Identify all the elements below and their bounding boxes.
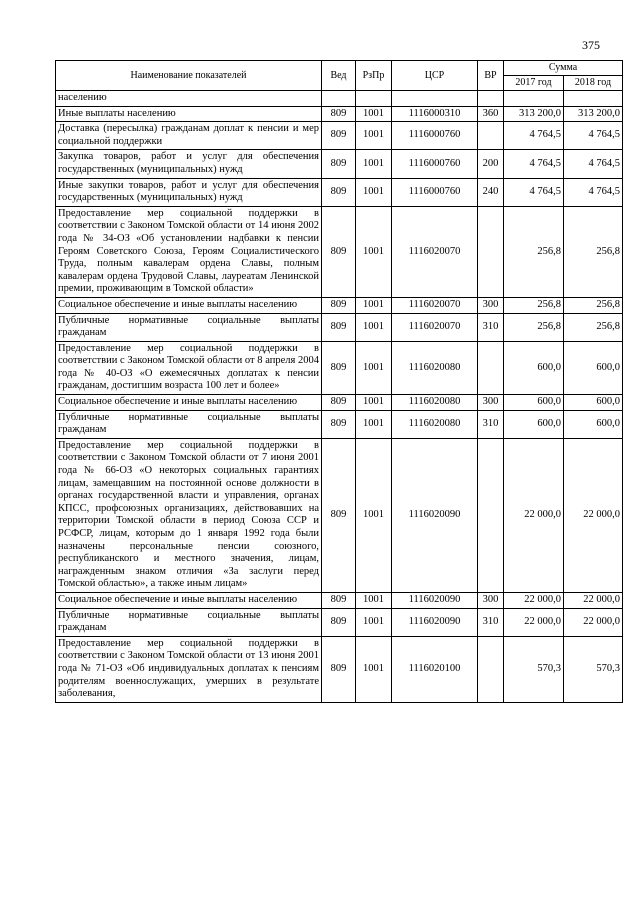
cell-vr — [478, 206, 504, 297]
header-sum: Сумма — [504, 61, 623, 76]
cell-y2017: 4 764,5 — [504, 178, 564, 206]
header-name: Наименование показателей — [56, 61, 322, 91]
table-row — [56, 438, 623, 592]
cell-rzpr: 1001 — [356, 313, 392, 341]
header-2017: 2017 год — [504, 76, 564, 91]
table-row — [56, 91, 623, 107]
cell-name: Социальное обеспечение и иные выплаты населению — [56, 395, 322, 411]
cell-ved: 809 — [322, 122, 356, 150]
cell-vr — [478, 636, 504, 702]
table-row — [56, 592, 623, 608]
cell-rzpr: 1001 — [356, 395, 392, 411]
cell-y2017: 256,8 — [504, 297, 564, 313]
cell-name: Предоставление мер социальной поддержки в соответствии с Законом Томской области от 13 июня 2001 года № 71-ОЗ «Об индивидуальных доплатах к пенсиям родителям военнослужащих, умерших в результате заболевания, — [56, 636, 322, 702]
cell-y2017: 600,0 — [504, 410, 564, 438]
table-row — [56, 410, 623, 438]
cell-name: Закупка товаров, работ и услуг для обеспечения государственных (муниципальных) нужд — [56, 150, 322, 178]
cell-rzpr: 1001 — [356, 608, 392, 636]
cell-y2018 — [564, 91, 623, 107]
page-number: 375 — [582, 38, 600, 52]
cell-ved: 809 — [322, 608, 356, 636]
cell-rzpr: 1001 — [356, 438, 392, 592]
table-row — [56, 178, 623, 206]
cell-vr: 200 — [478, 150, 504, 178]
cell-vr: 240 — [478, 178, 504, 206]
cell-name: Социальное обеспечение и иные выплаты населению — [56, 592, 322, 608]
cell-name: Иные закупки товаров, работ и услуг для обеспечения государственных (муниципальных) нужд — [56, 178, 322, 206]
cell-vr — [478, 91, 504, 107]
cell-y2017: 4 764,5 — [504, 122, 564, 150]
cell-rzpr: 1001 — [356, 178, 392, 206]
cell-vr: 310 — [478, 313, 504, 341]
cell-vr — [478, 341, 504, 394]
cell-y2017: 256,8 — [504, 206, 564, 297]
cell-rzpr: 1001 — [356, 410, 392, 438]
cell-csr: 1116020080 — [392, 410, 478, 438]
cell-name: Публичные нормативные социальные выплаты гражданам — [56, 313, 322, 341]
cell-rzpr: 1001 — [356, 341, 392, 394]
cell-ved: 809 — [322, 592, 356, 608]
cell-ved: 809 — [322, 341, 356, 394]
cell-csr: 1116000760 — [392, 178, 478, 206]
cell-y2017: 22 000,0 — [504, 608, 564, 636]
cell-csr: 1116020080 — [392, 341, 478, 394]
cell-y2017: 570,3 — [504, 636, 564, 702]
cell-y2017: 22 000,0 — [504, 438, 564, 592]
cell-ved: 809 — [322, 178, 356, 206]
cell-vr: 300 — [478, 297, 504, 313]
table-row — [56, 313, 623, 341]
cell-name: населению — [56, 91, 322, 107]
cell-vr: 300 — [478, 395, 504, 411]
cell-ved: 809 — [322, 150, 356, 178]
cell-csr: 1116020090 — [392, 592, 478, 608]
cell-name: Публичные нормативные социальные выплаты гражданам — [56, 608, 322, 636]
header-rzpr: РзПр — [356, 61, 392, 91]
cell-y2018: 600,0 — [564, 395, 623, 411]
cell-name: Предоставление мер социальной поддержки в соответствии с Законом Томской области от 7 июня 2001 года № 66-ОЗ «О некоторых социальных гарантиях лицам, замещавшим на постоянной основе должности в органах государственной власти и управления, органах КПСС, профсоюзных организациях, действовавших на территории Томской области в период Союза ССР и РСФСР, лицам, которым до 1 января 1992 года были назначены персональные пенсии союзного, республиканского и местного значения, лицам, награжденным знаком отличия «За заслуги перед Томской областью», а также иным лицам» — [56, 438, 322, 592]
cell-ved: 809 — [322, 410, 356, 438]
cell-y2017: 600,0 — [504, 395, 564, 411]
cell-y2017 — [504, 91, 564, 107]
cell-name: Предоставление мер социальной поддержки в соответствии с Законом Томской области от 14 июня 2002 года № 34-ОЗ «Об установлении надбавки к пенсии Героям Советского Союза, Героям Социалистического Труда, полным кавалерам ордена Славы, полным кавалерам ордена Трудовой Славы, лауреатам Ленинской премии, проживающим в Томской области» — [56, 206, 322, 297]
table-row — [56, 297, 623, 313]
cell-vr: 360 — [478, 106, 504, 122]
cell-y2018: 600,0 — [564, 410, 623, 438]
cell-rzpr: 1001 — [356, 106, 392, 122]
cell-y2018: 22 000,0 — [564, 592, 623, 608]
cell-csr: 1116020070 — [392, 206, 478, 297]
cell-y2017: 4 764,5 — [504, 150, 564, 178]
cell-rzpr — [356, 91, 392, 107]
cell-rzpr: 1001 — [356, 297, 392, 313]
cell-csr — [392, 91, 478, 107]
cell-csr: 1116000760 — [392, 122, 478, 150]
table-row — [56, 636, 623, 702]
cell-name: Публичные нормативные социальные выплаты гражданам — [56, 410, 322, 438]
table-row — [56, 395, 623, 411]
cell-y2018: 600,0 — [564, 341, 623, 394]
cell-rzpr: 1001 — [356, 122, 392, 150]
table-row — [56, 608, 623, 636]
cell-y2018: 570,3 — [564, 636, 623, 702]
cell-y2018: 4 764,5 — [564, 122, 623, 150]
cell-y2018: 256,8 — [564, 313, 623, 341]
cell-rzpr: 1001 — [356, 206, 392, 297]
cell-csr: 1116020080 — [392, 395, 478, 411]
cell-rzpr: 1001 — [356, 636, 392, 702]
table-row — [56, 206, 623, 297]
cell-name: Доставка (пересылка) гражданам доплат к пенсии и мер социальной поддержки — [56, 122, 322, 150]
cell-csr: 1116020070 — [392, 313, 478, 341]
cell-csr: 1116020100 — [392, 636, 478, 702]
cell-rzpr: 1001 — [356, 150, 392, 178]
cell-vr: 310 — [478, 410, 504, 438]
cell-ved: 809 — [322, 313, 356, 341]
cell-rzpr: 1001 — [356, 592, 392, 608]
cell-name: Социальное обеспечение и иные выплаты населению — [56, 297, 322, 313]
cell-y2018: 256,8 — [564, 206, 623, 297]
cell-csr: 1116020070 — [392, 297, 478, 313]
cell-vr — [478, 122, 504, 150]
cell-y2018: 313 200,0 — [564, 106, 623, 122]
cell-ved: 809 — [322, 297, 356, 313]
cell-y2018: 22 000,0 — [564, 608, 623, 636]
cell-y2017: 256,8 — [504, 313, 564, 341]
cell-csr: 1116020090 — [392, 438, 478, 592]
cell-ved: 809 — [322, 636, 356, 702]
cell-ved: 809 — [322, 206, 356, 297]
table-row — [56, 106, 623, 122]
cell-y2018: 4 764,5 — [564, 150, 623, 178]
cell-y2017: 313 200,0 — [504, 106, 564, 122]
header-2018: 2018 год — [564, 76, 623, 91]
cell-vr: 310 — [478, 608, 504, 636]
cell-ved: 809 — [322, 106, 356, 122]
cell-y2018: 22 000,0 — [564, 438, 623, 592]
cell-csr: 1116000310 — [392, 106, 478, 122]
cell-vr: 300 — [478, 592, 504, 608]
cell-csr: 1116020090 — [392, 608, 478, 636]
cell-ved — [322, 91, 356, 107]
cell-ved: 809 — [322, 438, 356, 592]
cell-ved: 809 — [322, 395, 356, 411]
header-csr: ЦСР — [392, 61, 478, 91]
cell-csr: 1116000760 — [392, 150, 478, 178]
table-row — [56, 122, 623, 150]
cell-y2018: 256,8 — [564, 297, 623, 313]
header-ved: Вед — [322, 61, 356, 91]
header-vr: ВР — [478, 61, 504, 91]
cell-y2017: 600,0 — [504, 341, 564, 394]
budget-table — [55, 60, 623, 703]
cell-y2018: 4 764,5 — [564, 178, 623, 206]
table-row — [56, 341, 623, 394]
cell-name: Предоставление мер социальной поддержки в соответствии с Законом Томской области от 8 апреля 2004 года № 40-ОЗ «О ежемесячных доплатах к пенсии гражданам, достигшим возраста 100 лет и более» — [56, 341, 322, 394]
cell-name: Иные выплаты населению — [56, 106, 322, 122]
cell-vr — [478, 438, 504, 592]
table-row — [56, 150, 623, 178]
cell-y2017: 22 000,0 — [504, 592, 564, 608]
